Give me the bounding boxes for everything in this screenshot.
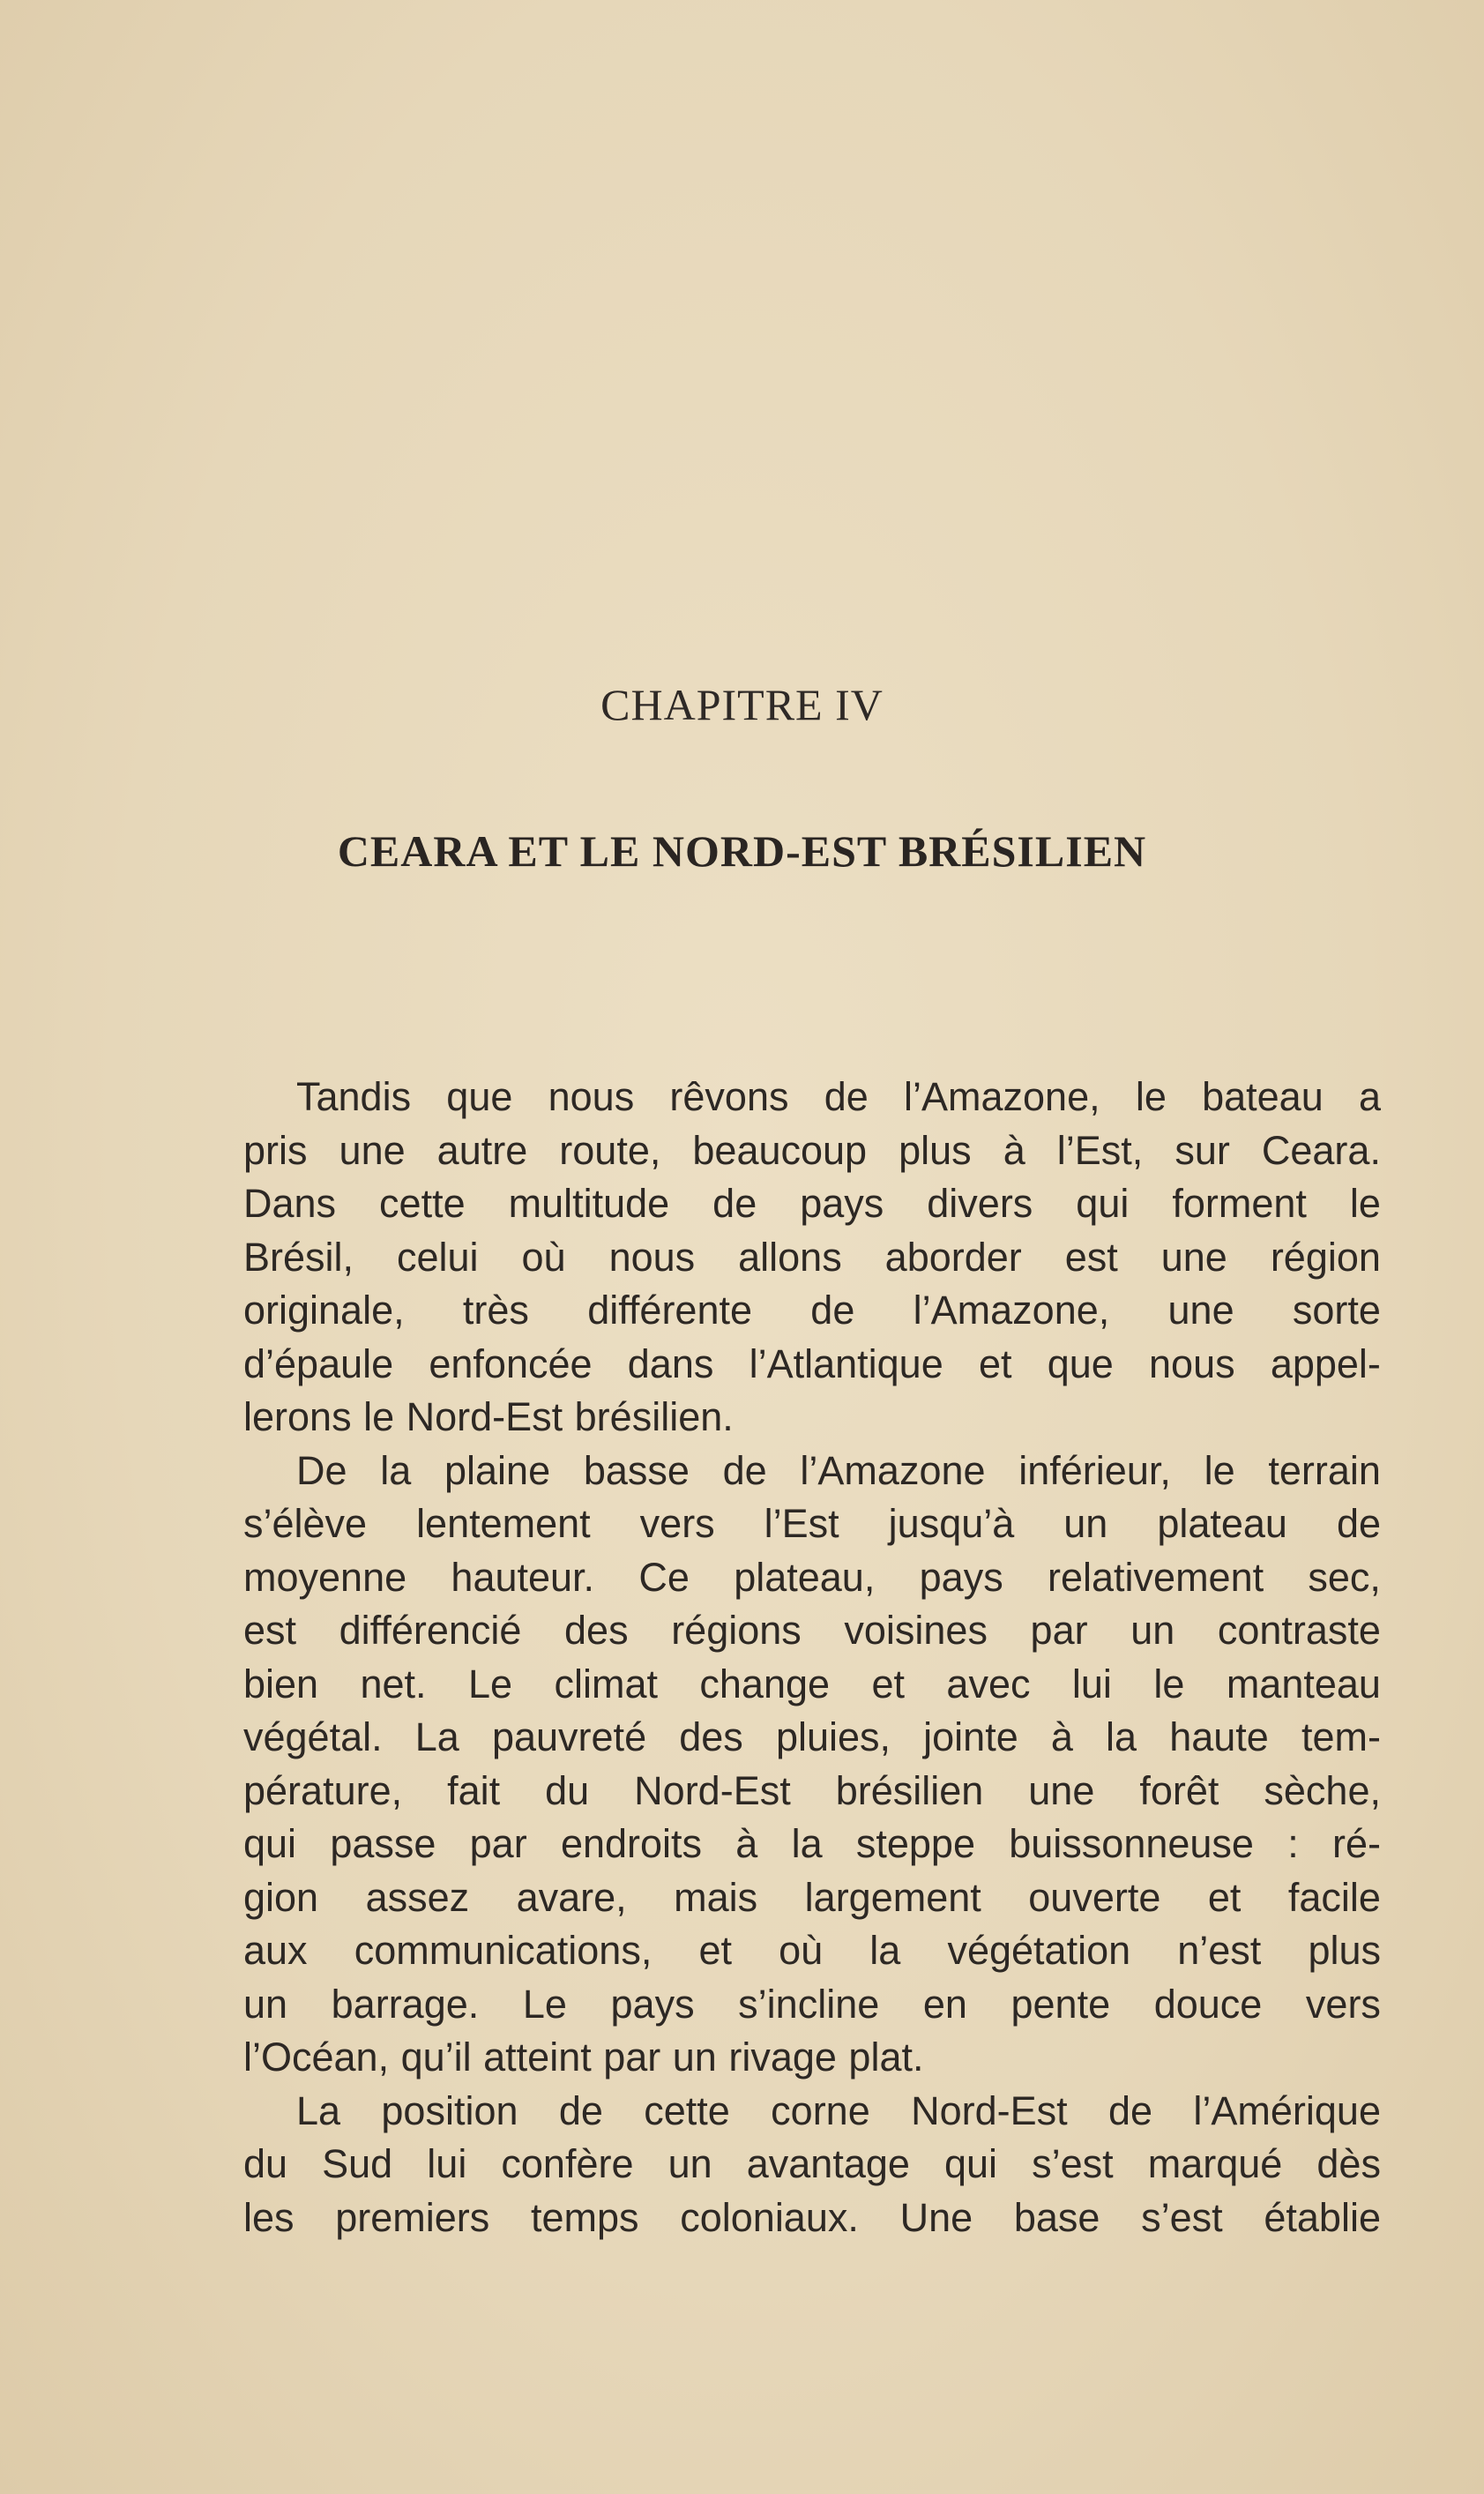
- text-line: Dans cette multitude de pays divers qui forment le: [243, 1181, 1381, 1226]
- text-line: La position de cette corne Nord-Est de l’Amérique: [296, 2087, 1381, 2133]
- text-line: originale, très différente de l’Amazone, une sorte: [243, 1288, 1381, 1333]
- text-line: lerons le Nord-Est brésilien.: [243, 1394, 734, 1439]
- chapter-number: CHAPITRE IV: [600, 680, 884, 729]
- text-line: moyenne hauteur. Ce plateau, pays relativement sec,: [243, 1554, 1381, 1600]
- text-line: De la plaine basse de l’Amazone inférieur, le terrain: [296, 1447, 1381, 1493]
- text-line: Brésil, celui où nous allons aborder est une région: [243, 1234, 1381, 1280]
- text-line: les premiers temps coloniaux. Une base s’est établie: [243, 2194, 1381, 2240]
- chapter-title: CEARA ET LE NORD-EST BRÉSILIEN: [337, 826, 1147, 876]
- text-line: pris une autre route, beaucoup plus à l’Est, sur Ceara.: [243, 1127, 1381, 1173]
- text-line: d’épaule enfoncée dans l’Atlantique et que nous appel-: [243, 1340, 1381, 1386]
- text-line: est différencié des régions voisines par un contraste: [243, 1608, 1381, 1653]
- text-line: qui passe par endroits à la steppe buissonneuse : ré-: [243, 1821, 1381, 1866]
- text-line: végétal. La pauvreté des pluies, jointe à la haute tem-: [243, 1714, 1381, 1759]
- text-line: du Sud lui confère un avantage qui s’est marqué dès: [243, 2141, 1381, 2186]
- body-text: [243, 1071, 1381, 2244]
- text-line: aux communications, et où la végétation n’est plus: [243, 1928, 1381, 1973]
- text-line: gion assez avare, mais largement ouverte et facile: [243, 1874, 1381, 1920]
- text-line: un barrage. Le pays s’incline en pente douce vers: [243, 1981, 1381, 2027]
- text-line: Tandis que nous rêvons de l’Amazone, le bateau a: [296, 1074, 1381, 1119]
- text-line: s’élève lentement vers l’Est jusqu’à un plateau de: [243, 1501, 1381, 1546]
- text-line: bien net. Le climat change et avec lui le manteau: [243, 1661, 1381, 1706]
- text-line: l’Océan, qu’il atteint par un rivage plat.: [243, 2035, 924, 2080]
- text-line: pérature, fait du Nord-Est brésilien une forêt sèche,: [243, 1767, 1381, 1813]
